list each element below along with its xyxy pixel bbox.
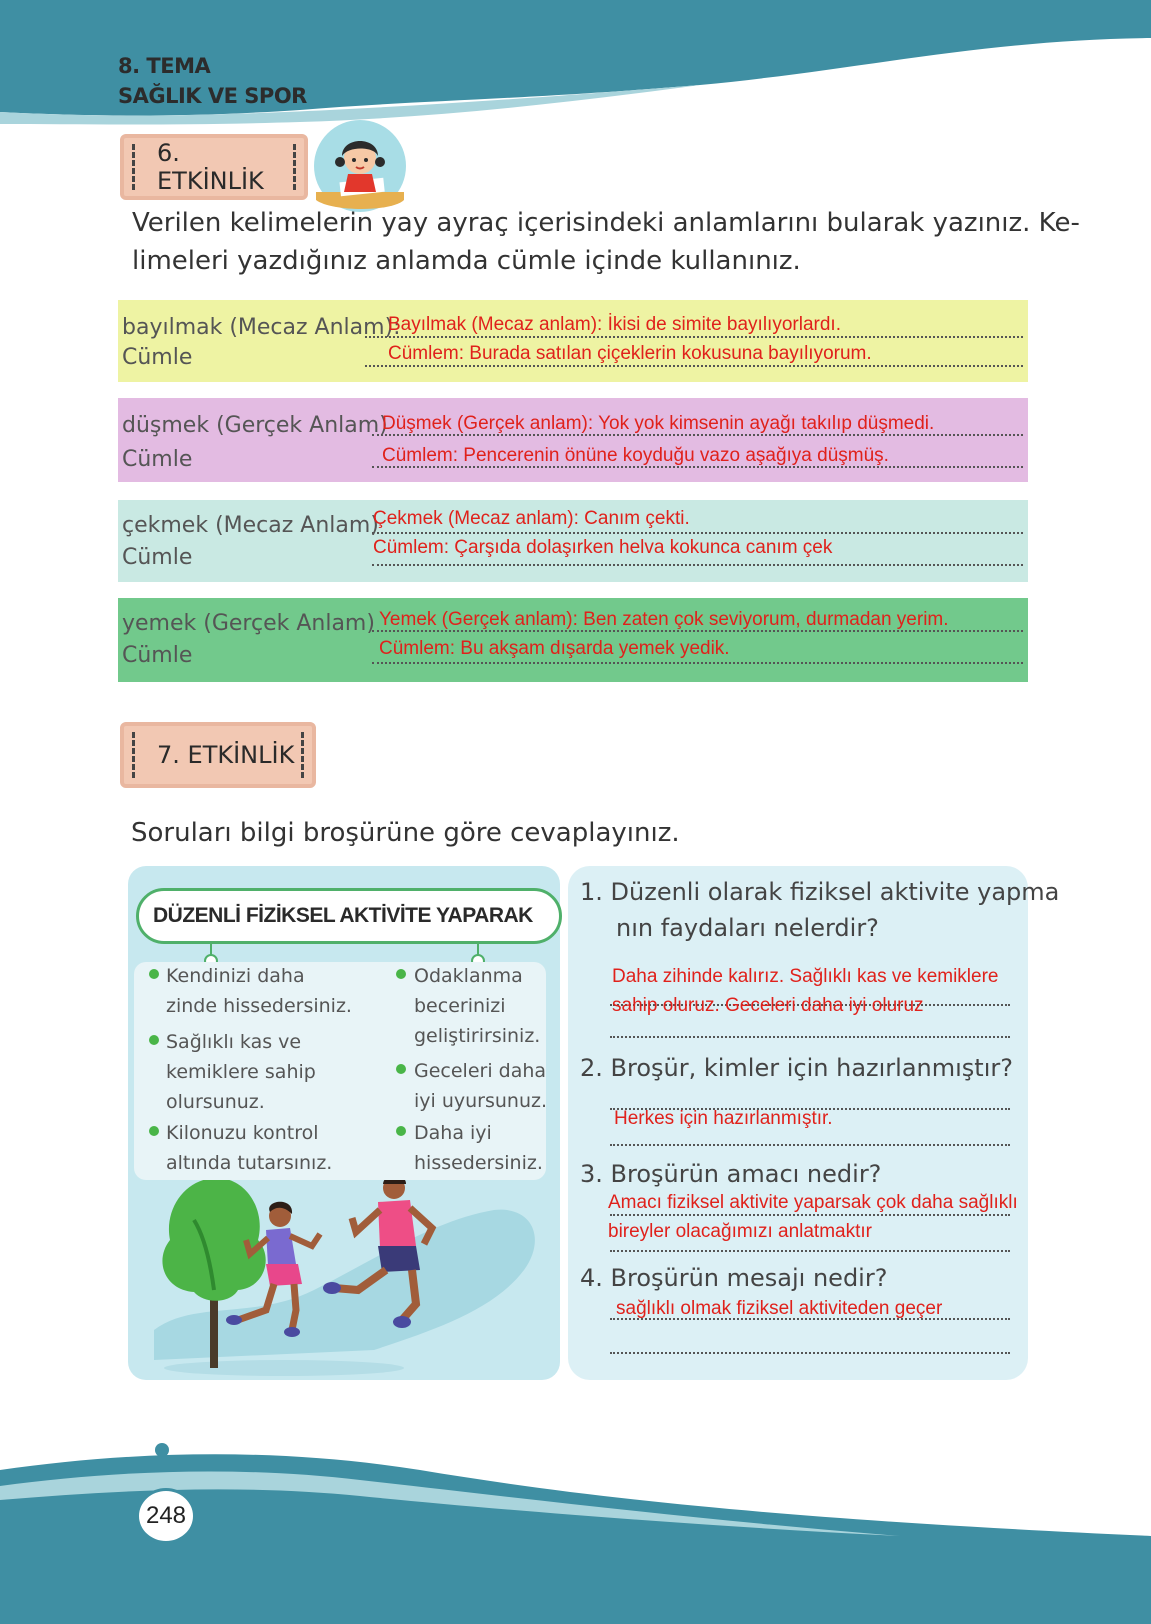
row-bayilmak-answer2: Cümlem: Burada satılan çiçeklerin kokusuna bayılıyorum. xyxy=(388,343,872,364)
row-yemek-answer1: Yemek (Gerçek anlam): Ben zaten çok seviyorum, durmadan yerim. xyxy=(379,609,949,630)
answer-4-text: sağlıklı olmak fiziksel aktiviteden geçer xyxy=(616,1298,943,1319)
bullet-dot xyxy=(396,969,406,979)
brochure-left-item-2-line2: kemiklere sahip xyxy=(166,1061,316,1083)
bullet-dot xyxy=(396,1126,406,1136)
row-bayilmak-label: bayılmak (Mecaz Anlam): xyxy=(122,315,401,340)
row-yemek-answer2: Cümlem: Bu akşam dışarda yemek yedik. xyxy=(379,638,730,659)
row-cekmek-answer2: Cümlem: Çarşıda dolaşırken helva kokunca canım çek xyxy=(373,537,833,558)
row-cekmek-label: çekmek (Mecaz Anlam) xyxy=(122,513,379,538)
brochure-right-item-1-line3: geliştirirsiniz. xyxy=(414,1025,541,1047)
tema-number: 8. TEMA xyxy=(118,54,211,78)
row-bayilmak-answer1: Bayılmak (Mecaz anlam): İkisi de simite bayılıyorlardı. xyxy=(388,314,841,335)
tema-title: SAĞLIK VE SPOR xyxy=(118,84,307,108)
row-yemek-sentence-label: Cümle xyxy=(122,643,193,668)
activity7-instruction: Soruları bilgi broşürüne göre cevaplayınız. xyxy=(131,818,680,848)
row-bayilmak-line2 xyxy=(365,365,1023,367)
activity6-badge xyxy=(120,134,308,200)
question-4: 4. Broşürün mesajı nedir? xyxy=(580,1264,888,1292)
question-2: 2. Broşür, kimler için hazırlanmıştır? xyxy=(580,1054,1013,1082)
row-dusmek-answer2: Cümlem: Pencerenin önüne koyduğu vazo aşağıya düşmüş. xyxy=(382,445,889,466)
brochure-left-item-1-line2: zinde hissedersiniz. xyxy=(166,995,352,1017)
answer-3-line2 xyxy=(610,1250,1010,1252)
row-cekmek-line1 xyxy=(372,532,1023,534)
brochure-right-item-1-line2: becerinizi xyxy=(414,995,506,1017)
row-cekmek-sentence-label: Cümle xyxy=(122,545,193,570)
brochure-right-item-2-line2: iyi uyursunuz. xyxy=(414,1090,548,1112)
answer-1-text-line1: Daha zihinde kalırız. Sağlıklı kas ve kemiklere xyxy=(612,966,999,987)
row-dusmek-band xyxy=(118,398,1028,482)
page-number: 248 xyxy=(136,1488,196,1544)
bullet-dot xyxy=(396,1064,406,1074)
bullet-dot xyxy=(149,1126,159,1136)
answer-3-text-line1: Amacı fiziksel aktivite yaparsak çok daha sağlıklı xyxy=(608,1192,1018,1213)
bullet-dot xyxy=(149,969,159,979)
brochure-right-item-2-line1: Geceleri daha xyxy=(414,1060,547,1082)
row-bayilmak-line1 xyxy=(365,336,1023,338)
activity6-instruction-line2: limeleri yazdığınız anlamda cümle içinde kullanınız. xyxy=(132,246,801,276)
answer-3-line1 xyxy=(610,1214,1010,1216)
brochure-left-item-2-line3: olursunuz. xyxy=(166,1091,265,1113)
row-dusmek-sentence-label: Cümle xyxy=(122,447,193,472)
answer-2-line2 xyxy=(610,1144,1010,1146)
brochure-title: DÜZENLİ FİZİKSEL AKTİVİTE YAPARAK xyxy=(136,888,562,944)
question-1-line2: nın faydaları nelerdir? xyxy=(616,914,879,942)
activity6-instruction-line1: Verilen kelimelerin yay ayraç içerisindeki anlamlarını bularak yazınız. Ke- xyxy=(132,208,1080,238)
student-writing-avatar xyxy=(312,118,408,214)
activity7-badge-label: 7. ETKİNLİK xyxy=(132,732,304,778)
runners-illustration xyxy=(134,1180,554,1376)
bullet-dot xyxy=(149,1035,159,1045)
brochure-left-item-2-line1: Sağlıklı kas ve xyxy=(166,1031,302,1053)
answer-1-line2 xyxy=(610,1036,1010,1038)
row-bayilmak-sentence-label: Cümle xyxy=(122,345,193,370)
question-3: 3. Broşürün amacı nedir? xyxy=(580,1160,882,1188)
brochure-right-item-1-line1: Odaklanma xyxy=(414,965,523,987)
brochure-left-item-1-line1: Kendinizi daha xyxy=(166,965,305,987)
brochure-right-item-3-line1: Daha iyi xyxy=(414,1122,492,1144)
answer-4-line2 xyxy=(610,1352,1010,1354)
row-cekmek-line2 xyxy=(372,564,1023,566)
activity7-badge xyxy=(120,722,316,788)
row-cekmek-answer1: Çekmek (Mecaz anlam): Canım çekti. xyxy=(373,508,690,529)
answer-1-text-line2: sahip oluruz. Geceleri daha iyi oluruz xyxy=(612,995,924,1016)
row-yemek-line2 xyxy=(372,662,1023,664)
answer-3-text-line2: bireyler olacağımızı anlatmaktır xyxy=(608,1221,872,1242)
brochure-right-item-3-line2: hissedersiniz. xyxy=(414,1152,543,1174)
row-bayilmak-band xyxy=(118,300,1028,382)
row-dusmek-label: düşmek (Gerçek Anlam) xyxy=(122,413,388,438)
row-yemek-label: yemek (Gerçek Anlam) xyxy=(122,611,375,636)
activity6-badge-label: 6. ETKİNLİK xyxy=(132,144,296,190)
answer-2-text: Herkes için hazırlanmıştır. xyxy=(614,1108,833,1129)
brochure-left-item-3-line1: Kilonuzu kontrol xyxy=(166,1122,319,1144)
brochure-left-item-3-line2: altında tutarsınız. xyxy=(166,1152,333,1174)
question-1-line1: 1. Düzenli olarak fiziksel aktivite yapma xyxy=(580,878,1060,906)
row-dusmek-answer1: Düşmek (Gerçek anlam): Yok yok kimsenin ayağı takılıp düşmedi. xyxy=(382,413,935,434)
